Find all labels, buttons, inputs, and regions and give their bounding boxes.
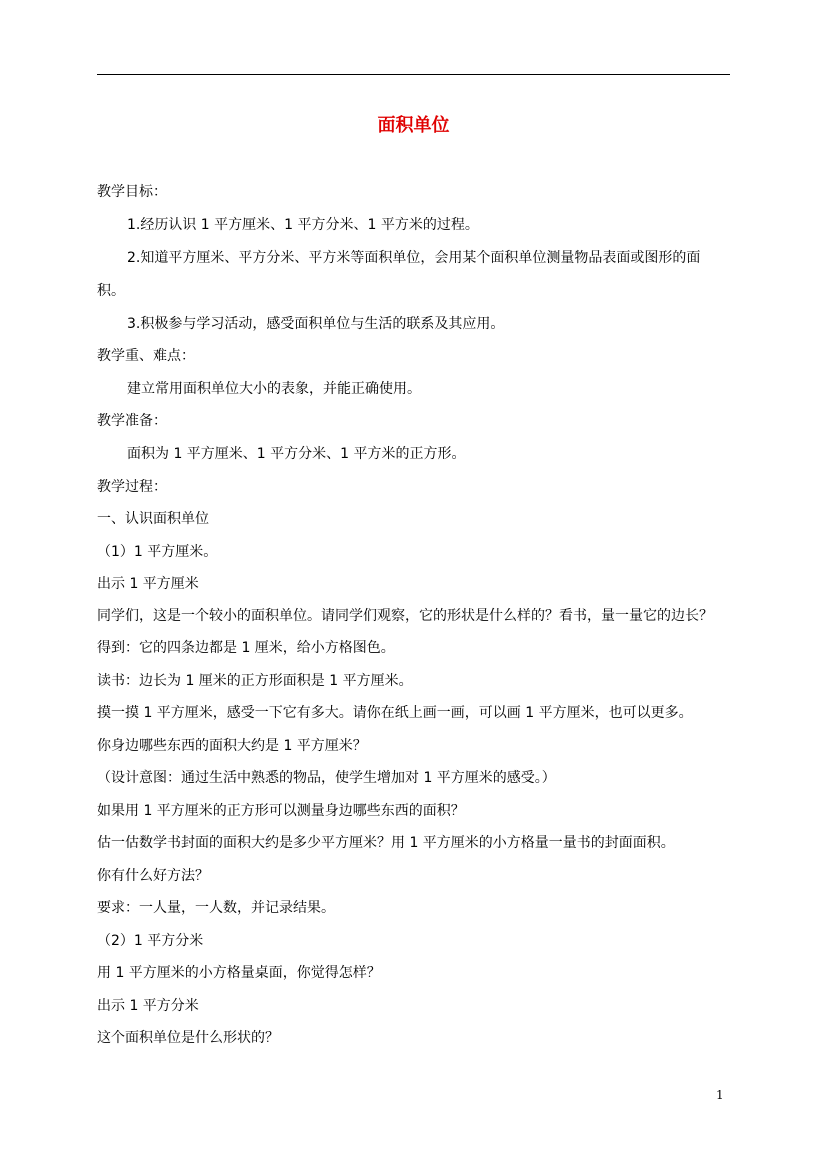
document-title: 面积单位 xyxy=(377,115,450,136)
paragraph-line: 读书：边长为 1 厘米的正方形面积是 1 平方厘米。 xyxy=(97,673,413,689)
paragraph-line: 1.经历认识 1 平方厘米、1 平方分米、1 平方米的过程。 xyxy=(127,217,479,233)
paragraph-line: 得到：它的四条边都是 1 厘米，给小方格图色。 xyxy=(97,640,395,656)
paragraph-line: 用 1 平方厘米的小方格量桌面，你觉得怎样？ xyxy=(97,965,381,981)
paragraph-line: 出示 1 平方分米 xyxy=(97,998,199,1014)
paragraph-line: 要求：一人量，一人数，并记录结果。 xyxy=(97,900,335,916)
paragraph-line: 出示 1 平方厘米 xyxy=(97,576,199,592)
paragraph-line: 同学们，这是一个较小的面积单位。请同学们观察，它的形状是什么样的？看书，量一量它的边长？ xyxy=(97,608,713,624)
section-heading-preparation: 教学准备： xyxy=(97,413,167,429)
paragraph-line: 估一估数学书封面的面积大约是多少平方厘米？用 1 平方厘米的小方格量一量书的封面面积。 xyxy=(97,835,675,851)
paragraph-line: （1）1 平方厘米。 xyxy=(97,544,218,560)
paragraph-line: （2）1 平方分米 xyxy=(97,933,204,949)
section-heading-objectives: 教学目标： xyxy=(97,184,167,200)
paragraph-line: 你有什么好方法？ xyxy=(97,868,209,884)
paragraph-line: 你身边哪些东西的面积大约是 1 平方厘米？ xyxy=(97,738,367,754)
section-heading-process: 教学过程： xyxy=(97,479,167,495)
page-number: 1 xyxy=(716,1088,724,1102)
paragraph-line: 面积为 1 平方厘米、1 平方分米、1 平方米的正方形。 xyxy=(127,446,466,462)
paragraph-line: 积。 xyxy=(97,283,125,299)
paragraph-line: 建立常用面积单位大小的表象，并能正确使用。 xyxy=(127,381,421,397)
paragraph-line: 3.积极参与学习活动，感受面积单位与生活的联系及其应用。 xyxy=(127,316,505,332)
section-heading-keypoints: 教学重、难点： xyxy=(97,348,195,364)
subsection-heading: 一、认识面积单位 xyxy=(97,511,209,527)
paragraph-line: 这个面积单位是什么形状的？ xyxy=(97,1030,279,1046)
paragraph-line: 摸一摸 1 平方厘米，感受一下它有多大。请你在纸上画一画，可以画 1 平方厘米，也可以更多。 xyxy=(97,705,693,721)
paragraph-line: 如果用 1 平方厘米的正方形可以测量身边哪些东西的面积？ xyxy=(97,803,465,819)
paragraph-line: 2.知道平方厘米、平方分米、平方米等面积单位，会用某个面积单位测量物品表面或图形的面 xyxy=(127,250,701,266)
header-rule xyxy=(97,74,730,75)
paragraph-line: （设计意图：通过生活中熟悉的物品，使学生增加对 1 平方厘米的感受。） xyxy=(97,770,556,786)
